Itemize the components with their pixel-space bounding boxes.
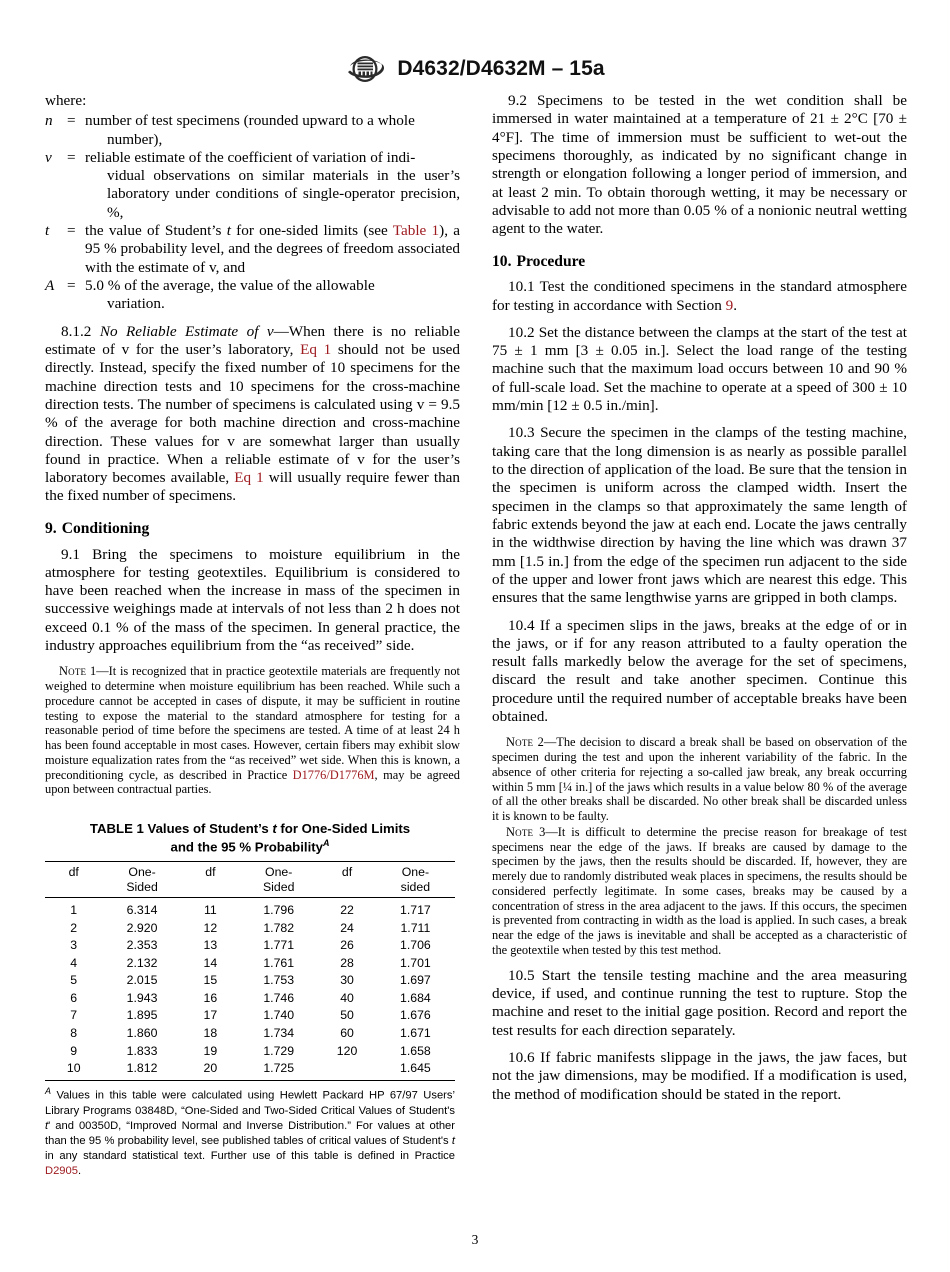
table-cell: 1.684	[399, 990, 431, 1005]
link-section-9[interactable]: 9	[725, 296, 734, 314]
table-cell: 16	[203, 990, 218, 1005]
paragraph-8-1-2-body-1: —When there is no reliable estimate of v for the user’s laboratory,	[45, 322, 460, 358]
table-cell: 1.701	[399, 955, 431, 970]
header-onesided-1	[102, 862, 181, 898]
table-cell: 1.812	[102, 1059, 181, 1080]
table-cell: 1.895	[126, 1008, 158, 1023]
footnote-italic-2: t	[451, 1134, 455, 1147]
definition-t-pre: the value of Student’s	[85, 222, 227, 240]
paragraph-10-1-pre: 10.1 Test the conditioned specimens in the standard atmosphere for testing in accordance with Section	[492, 278, 907, 314]
definition-item-t	[45, 222, 460, 277]
table-caption-pre: TABLE 1 Values of Student’s	[89, 821, 273, 837]
note-1-body-2: , may be agreed upon between contractual parties.	[45, 767, 460, 797]
definition-item-n	[45, 112, 460, 149]
table-cell: 1.771	[263, 938, 295, 953]
footnote-body-4: .	[77, 1164, 82, 1177]
table-cell: 4	[70, 955, 78, 970]
header-df-1-line1: df	[68, 865, 79, 880]
table-row	[45, 989, 455, 1007]
paragraph-9-2: 9.2 Specimens to be tested in the wet condition shall be immersed in water maintained at a temperature of 21 ± 2°C [70 ± 4°F]. The time of immersion must be sufficient to wet-out the specimens thoroughly, as indicated by no significant change in strength or elongation following a longer period of immersion, and at least 2 min. To obtain thorough wetting, it may be necessary or advisable to add not more than 0.05 % of a nonionic neutral wetting agent to the water.	[492, 92, 907, 238]
table-cell: 1.753	[263, 973, 295, 988]
link-table-1[interactable]: Table 1	[392, 222, 440, 240]
header-onesided-3-line2: sided	[400, 879, 431, 894]
table-caption-post: for One-Sided Limits	[276, 821, 411, 837]
paragraph-10-6: 10.6 If fabric manifests slippage in the jaws, the jaw faces, but not the jaw dimensions, may be modified. If a modification is used, the method of modification should be stated in the report.	[492, 1048, 907, 1103]
table-cell: 2	[70, 920, 78, 935]
table-caption-footnote-mark: A	[322, 838, 330, 849]
header-onesided-3	[376, 862, 455, 898]
left-column	[45, 92, 460, 1179]
table-cell: 1.676	[399, 1008, 431, 1023]
table-cell: 7	[70, 1008, 78, 1023]
table-cell: 1.761	[263, 955, 295, 970]
table-cell: 2.015	[126, 973, 158, 988]
definition-t-post: ), a 95 % probability level, and the degrees of freedom associated with the estimate of v, and	[85, 222, 460, 276]
definition-text-A	[85, 277, 460, 314]
section-number-9: 9.	[45, 519, 57, 537]
note-1-body-1: —It is recognized that in practice geotextile materials are frequently not weighed to determine when moisture equilibrium has been reached. While such a procedure cannot be accepted in cases of dispute, it may be sufficient in routine testing to expose the material to the standard atmosphere for testing for a reasonable period of time before the specimens are tested. A time of at least 24 h has been found acceptable in most cases. However, certain fibers may exhibit slow moisture equalization rates from the “as received” wet side. When this is known, a preconditioning cycle, as described in Practice	[45, 664, 460, 782]
link-eq-1-second[interactable]: Eq 1	[234, 469, 264, 487]
symbol-n: n	[45, 112, 53, 130]
table-cell: 13	[203, 938, 218, 953]
table-cell: 1.711	[400, 920, 431, 935]
header-onesided-1-line1: One-	[128, 865, 156, 880]
link-d1776[interactable]: D1776/D1776M	[292, 767, 375, 782]
note-3-body: —It is difficult to determine the precise reason for breakage of test specimens near the edge of the jaws. If breaks are caused by damage to the specimen by the jaws, then the results should be discarded. If, however, they are merely due to randomly distributed weak places in specimens, the results should be considered perfectly legitimate. In some cases, breaks may be caused by a concentration of stress in the area adjacent to the jaws. If this occurs, the specimen is prevented from contracting in width as the load is applied. In such cases, a break near the edge of the jaws is inevitable and shall be accepted as a characteristic of the geotextile when tested by this test method.	[492, 824, 907, 957]
table-cell: 1.717	[376, 898, 455, 919]
table-cell: 1.645	[376, 1059, 455, 1080]
note-1-label: Note	[59, 664, 87, 679]
note-3-number: 3	[533, 824, 546, 839]
table-caption-line2: and the 95 % Probability	[170, 839, 323, 855]
table-cell: 22	[318, 898, 375, 919]
symbol-definition-list	[45, 112, 460, 313]
paragraph-10-1	[492, 278, 907, 315]
table-cell: 11	[182, 898, 239, 919]
table-caption-italic-t: t	[272, 821, 277, 837]
symbol-v: v	[45, 148, 52, 166]
table-cell	[318, 1059, 375, 1080]
table-1	[45, 861, 455, 1081]
header-df-2	[182, 862, 239, 898]
table-1-body	[45, 898, 455, 1081]
section-title-9: Conditioning	[61, 519, 150, 537]
table-cell: 17	[203, 1008, 218, 1023]
header-df-2-line1: df	[205, 865, 216, 880]
table-cell: 1.734	[263, 1026, 295, 1041]
header-onesided-3-line1: One-	[401, 865, 430, 880]
right-column	[492, 92, 907, 1179]
table-cell: 1.796	[239, 898, 318, 919]
link-d2905[interactable]: D2905	[45, 1164, 78, 1177]
table-cell: 2.132	[126, 955, 158, 970]
where-label: where:	[45, 92, 87, 109]
equals-sign: =	[67, 222, 76, 240]
header-df-3-line1: df	[341, 865, 353, 880]
footnote-mark: A	[45, 1086, 51, 1097]
header-onesided-1-line2: Sided	[126, 879, 158, 894]
definition-line-2: variation.	[107, 295, 165, 313]
table-cell: 18	[203, 1026, 218, 1041]
table-cell: 2.920	[126, 920, 158, 935]
footnote-body-1: Values in this table were calculated using Hewlett Packard HP 67/97 Users’ Library Programs 03848D, “One-Sided and Two-Sided Critical Values of Student's	[45, 1090, 455, 1118]
definition-text-v	[85, 149, 460, 222]
table-cell: 1.658	[399, 1043, 431, 1058]
table-cell: 30	[340, 973, 354, 988]
equals-sign: =	[67, 277, 76, 295]
definition-t-mid: for one-sided limits (see	[230, 222, 393, 240]
table-header-row	[45, 862, 455, 898]
note-3-label: Note	[506, 824, 534, 839]
table-cell: 26	[340, 938, 354, 953]
table-1-head	[45, 862, 455, 898]
paragraph-8-1-2-body-3: will usually require fewer than the fixed number of specimens.	[45, 469, 461, 505]
table-row	[45, 898, 455, 919]
header-df-3	[318, 862, 375, 898]
definition-item-v	[45, 149, 460, 222]
paragraph-10-4: 10.4 If a specimen slips in the jaws, breaks at the edge of or in the jaws, or if for any reason attributed to a faulty operation the result falls markedly below the average for the set of specimens, discard the result and take another specimen. Continue this procedure until the required number of acceptable breaks have been obtained.	[492, 616, 907, 726]
table-row	[45, 1024, 455, 1042]
table-cell: 28	[340, 955, 354, 970]
note-2-label: Note	[506, 735, 534, 750]
note-1-number: 1	[86, 664, 97, 679]
table-row	[45, 954, 455, 972]
table-cell: 1.729	[263, 1043, 295, 1058]
definition-text-n	[85, 112, 460, 149]
footnote-body-2: ' and 00350D, “Improved Normal and Inverse Distribution.” For values at other than the 95 % probability level, see published tables of critical values of Student's	[45, 1119, 455, 1147]
section-number-10: 10.	[492, 252, 512, 270]
table-cell: 8	[70, 1026, 78, 1041]
paragraph-10-5: 10.5 Start the tensile testing machine and the area measuring device, if used, and continue running the test to rupture. Stop the machine and reset to the initial gage position. Record and report the test results for each direction separately.	[492, 966, 907, 1039]
section-title-10: Procedure	[516, 252, 586, 270]
header-df-1	[45, 862, 102, 898]
paragraph-8-1-2	[45, 323, 460, 506]
table-cell: 2.353	[126, 938, 158, 953]
table-cell: 19	[203, 1043, 218, 1058]
table-cell: 1.943	[126, 990, 158, 1005]
note-2	[492, 735, 907, 824]
table-1-container	[45, 821, 455, 1178]
table-row	[45, 937, 455, 955]
standard-designation: D4632/D4632M – 15a	[397, 57, 605, 80]
table-cell: 9	[70, 1043, 78, 1058]
footnote-body-3: in any standard statistical text. Further use of this table is defined in Practice	[45, 1149, 455, 1162]
table-cell: 6	[70, 990, 78, 1005]
definition-line-1: number of test specimens (rounded upward to a whole	[85, 112, 415, 130]
paragraph-10-2: 10.2 Set the distance between the clamps at the start of the test at 75 ± 1 mm [3 ± 0.05 in.]. Select the load range of the testing machine such that the maximum load occurs between 10 and 90 % of full-scale load. Set the machine to operate at a speed of 300 ± 10 mm/min [12 ± 0.5 in./min].	[492, 323, 907, 415]
table-cell: 5	[70, 973, 78, 988]
table-cell: 40	[340, 990, 354, 1005]
table-cell: 15	[203, 973, 218, 988]
section-heading-9	[45, 520, 460, 539]
table-cell: 6.314	[102, 898, 181, 919]
table-cell: 12	[203, 920, 218, 935]
table-1-footnote	[45, 1086, 455, 1178]
table-cell: 1.671	[399, 1026, 431, 1041]
equals-sign: =	[67, 148, 76, 166]
table-cell: 1.697	[399, 973, 431, 988]
note-1	[45, 664, 460, 797]
paragraph-10-1-post: .	[733, 296, 738, 314]
section-heading-10	[492, 253, 907, 272]
equals-sign: =	[67, 112, 76, 130]
table-cell: 1.725	[239, 1059, 318, 1080]
table-row	[45, 919, 455, 937]
table-cell: 20	[182, 1059, 239, 1080]
content-columns	[0, 92, 950, 1179]
definition-item-A	[45, 277, 460, 314]
table-row	[45, 1042, 455, 1060]
table-row	[45, 1007, 455, 1025]
table-cell: 10	[45, 1059, 102, 1080]
table-cell: 50	[340, 1008, 354, 1023]
paragraph-8-1-2-body-2: should not be used directly. Instead, specify the fixed number of 10 specimens for the machine direction tests and 10 specimens for the cross-machine direction tests. The number of specimens is calculated using v = 9.5 % of the average for both machine direction and cross-machine direction. These values for v are somewhat larger than usually found in practice. When a reliable estimate of v for the user’s laboratory becomes available,	[45, 340, 460, 487]
table-cell: 1	[45, 898, 102, 919]
definition-line-2: number),	[107, 130, 163, 148]
symbol-A: A	[45, 277, 55, 295]
note-2-number: 2	[533, 735, 544, 750]
note-3	[492, 825, 907, 958]
table-cell: 1.833	[126, 1043, 158, 1058]
note-2-body: —The decision to discard a break shall be based on observation of the specimen during the test and upon the inherent variability of the fabric. In the absence of other criteria for rejecting a so-called jaw break, any break occurring within 5 mm [¼ in.] of the jaws which results in a value below 80 % of the average of all the other breaks shall be discarded. No other break shall be discarded unless it is known to be faulty.	[492, 735, 907, 824]
astm-logo-icon	[345, 54, 387, 84]
table-1-caption	[45, 821, 455, 856]
header-onesided-2-line1: One-	[265, 865, 293, 880]
table-cell: 1.782	[263, 920, 295, 935]
page-header	[0, 0, 950, 92]
table-cell: 24	[340, 920, 354, 935]
header-onesided-2-line2: Sided	[262, 879, 295, 894]
table-cell: 1.740	[263, 1008, 295, 1023]
definition-line-1: reliable estimate of the coefficient of variation of indi-	[85, 148, 416, 166]
link-eq-1-first[interactable]: Eq 1	[300, 340, 332, 358]
definition-line-1: 5.0 % of the average, the value of the allowable	[85, 277, 375, 295]
table-cell: 120	[336, 1043, 358, 1058]
definition-line-2: vidual observations on similar materials in the user’s laboratory under conditions of single-operator precision, %,	[107, 167, 460, 221]
definition-text-t	[85, 222, 460, 277]
paragraph-9-1: 9.1 Bring the specimens to moisture equilibrium in the atmosphere for testing geotextiles. Equilibrium is considered to have been reached when the increase in mass of the specimen in successive weighings made at intervals of not less than 2 h does not exceed 0.1 % of the mass of the specimen. In general practice, the industry approaches equilibrium from the “as received” side.	[45, 545, 460, 655]
table-cell: 1.860	[126, 1026, 158, 1041]
table-cell: 1.746	[263, 990, 295, 1005]
page-number: 3	[471, 1232, 479, 1247]
footnote-italic-1: t	[45, 1119, 49, 1132]
symbol-t: t	[45, 222, 50, 240]
table-cell: 3	[70, 938, 78, 953]
paragraph-title-8-1-2: No Reliable Estimate of v	[99, 322, 274, 340]
table-cell: 1.706	[399, 938, 431, 953]
paragraph-10-3: 10.3 Secure the specimen in the clamps of the testing machine, taking care that the long dimension is as nearly as possible parallel to the direction of application of the load. Be sure that the tension in the specimen is uniform across the clamped width. Insert the specimen in the clamps so that approximately the same length of fabric extends beyond the jaw at each end. Locate the jaws centrally in the widthwise direction by having the line which was drawn 37 mm [1.5 in.] from the edge of the specimen run adjacent to the side of the upper and lower front jaws which are nearest this edge. This ensures that the same lengthwise yarns are gripped in both clamps.	[492, 424, 907, 607]
table-cell: 60	[340, 1026, 354, 1041]
definition-t-italic: t	[226, 222, 231, 240]
table-row	[45, 972, 455, 990]
table-row	[45, 1059, 455, 1080]
table-cell: 14	[203, 955, 218, 970]
header-onesided-2	[239, 862, 318, 898]
paragraph-number-8-1-2: 8.1.2	[61, 322, 92, 340]
